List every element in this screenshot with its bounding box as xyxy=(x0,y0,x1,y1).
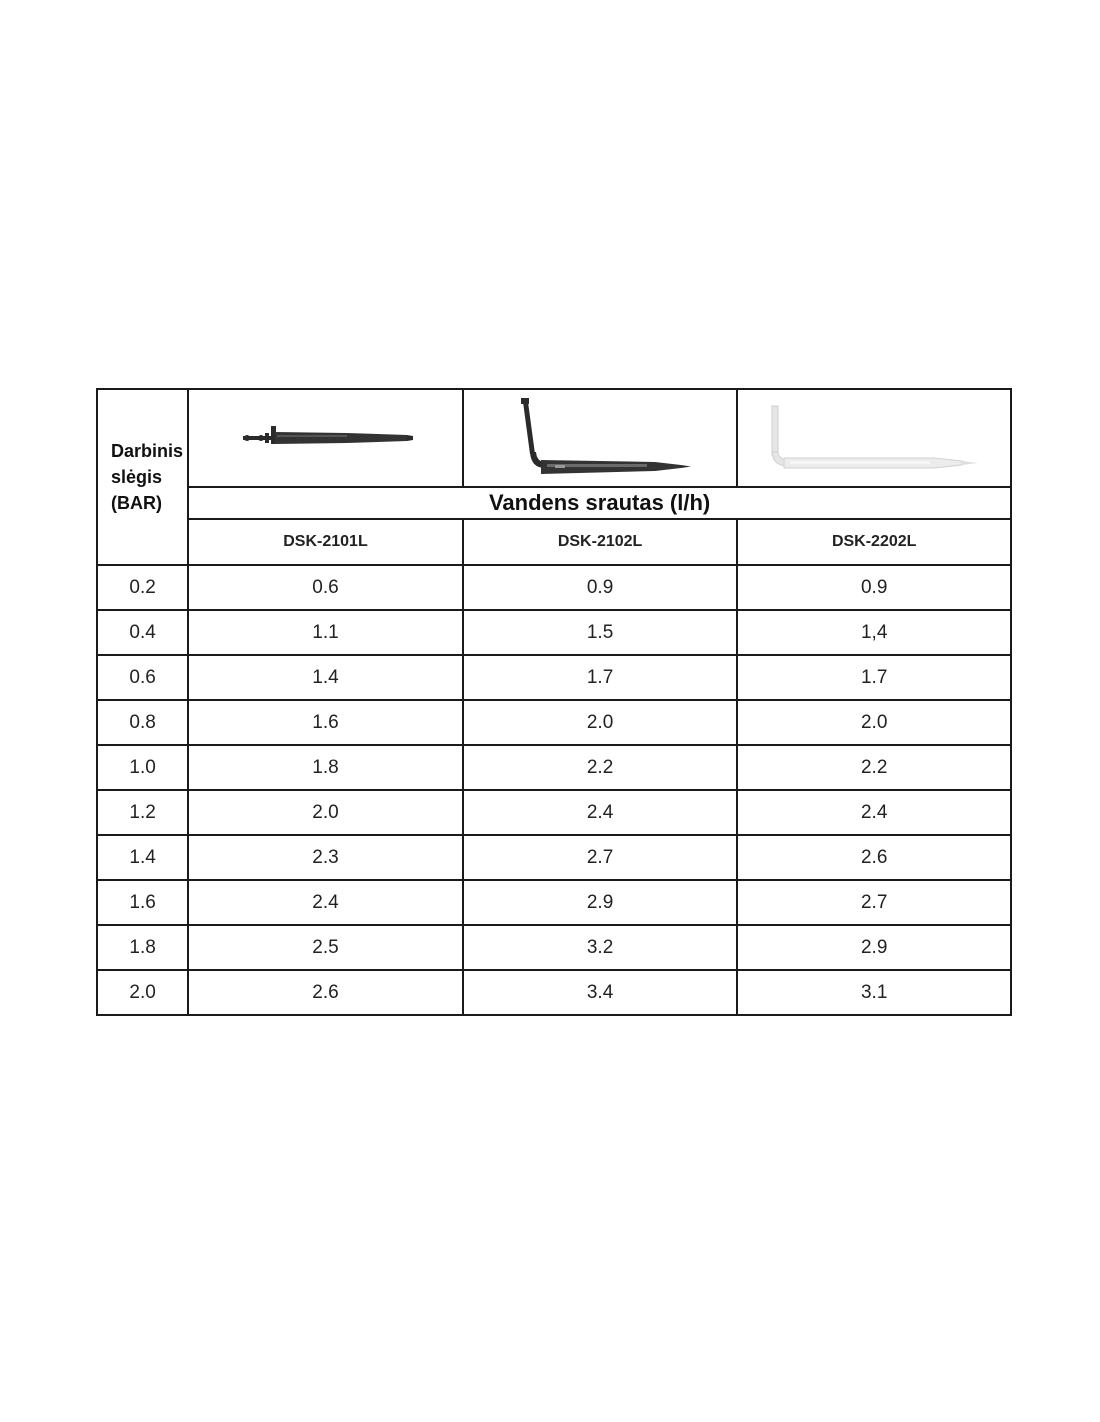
pressure-cell: 0.4 xyxy=(97,610,188,655)
table-row xyxy=(97,835,1011,880)
product-image-cell-dsk-2101l xyxy=(188,389,463,487)
model-dsk-2101l: DSK-2101L xyxy=(188,519,463,565)
pressure-cell: 0.6 xyxy=(97,655,188,700)
flow-cell: 0.6 xyxy=(188,565,463,610)
table-row xyxy=(97,700,1011,745)
flow-cell: 2.6 xyxy=(188,970,463,1015)
flow-cell: 2.9 xyxy=(463,880,738,925)
flow-rate-table xyxy=(96,388,1012,1016)
flow-cell: 0.9 xyxy=(463,565,738,610)
flow-cell: 2.2 xyxy=(737,745,1011,790)
flow-cell: 2.4 xyxy=(463,790,738,835)
flow-cell: 2.0 xyxy=(737,700,1011,745)
table-row xyxy=(97,565,1011,610)
flow-cell: 2.2 xyxy=(463,745,738,790)
flow-cell: 2.9 xyxy=(737,925,1011,970)
model-dsk-2202l: DSK-2202L xyxy=(737,519,1011,565)
pressure-cell: 1.6 xyxy=(97,880,188,925)
table-row xyxy=(97,970,1011,1015)
angled-dripper-stake-icon xyxy=(505,394,695,482)
flow-cell: 1.6 xyxy=(188,700,463,745)
flow-cell: 3.2 xyxy=(463,925,738,970)
table-row xyxy=(97,610,1011,655)
flow-cell: 1.5 xyxy=(463,610,738,655)
pressure-cell: 1.2 xyxy=(97,790,188,835)
flow-cell: 2.6 xyxy=(737,835,1011,880)
flow-cell: 1.1 xyxy=(188,610,463,655)
flow-title: Vandens srautas (l/h) xyxy=(188,487,1011,519)
pressure-header xyxy=(97,389,188,565)
pressure-cell: 1.4 xyxy=(97,835,188,880)
flow-cell: 2.5 xyxy=(188,925,463,970)
flow-cell: 3.1 xyxy=(737,970,1011,1015)
pressure-cell: 1.0 xyxy=(97,745,188,790)
model-dsk-2102l: DSK-2102L xyxy=(463,519,738,565)
table-row xyxy=(97,655,1011,700)
pressure-cell: 0.8 xyxy=(97,700,188,745)
flow-cell: 2.3 xyxy=(188,835,463,880)
flow-cell: 2.4 xyxy=(188,880,463,925)
pressure-header-line-1: Darbinis xyxy=(111,441,184,461)
table-row xyxy=(97,745,1011,790)
pressure-cell: 1.8 xyxy=(97,925,188,970)
flow-cell: 2.0 xyxy=(463,700,738,745)
flow-cell: 2.0 xyxy=(188,790,463,835)
flow-cell: 1.4 xyxy=(188,655,463,700)
pressure-cell: 0.2 xyxy=(97,565,188,610)
flow-cell: 2.4 xyxy=(737,790,1011,835)
pressure-cell: 2.0 xyxy=(97,970,188,1015)
flow-cell: 1.7 xyxy=(737,655,1011,700)
table-row xyxy=(97,880,1011,925)
pressure-header-line-2: slėgis xyxy=(111,467,163,487)
flow-cell: 3.4 xyxy=(463,970,738,1015)
flow-cell: 1,4 xyxy=(737,610,1011,655)
product-image-cell-dsk-2202l xyxy=(737,389,1011,487)
flow-cell: 1.7 xyxy=(463,655,738,700)
product-image-cell-dsk-2102l xyxy=(463,389,738,487)
straight-dripper-stake-icon xyxy=(225,418,425,458)
flow-cell: 0.9 xyxy=(737,565,1011,610)
flow-cell: 2.7 xyxy=(737,880,1011,925)
table-row xyxy=(97,925,1011,970)
table-row xyxy=(97,790,1011,835)
flow-cell: 1.8 xyxy=(188,745,463,790)
flow-cell: 2.7 xyxy=(463,835,738,880)
angled-dripper-stake-white-icon xyxy=(764,402,984,474)
pressure-header-line-3: (BAR) xyxy=(111,493,162,513)
